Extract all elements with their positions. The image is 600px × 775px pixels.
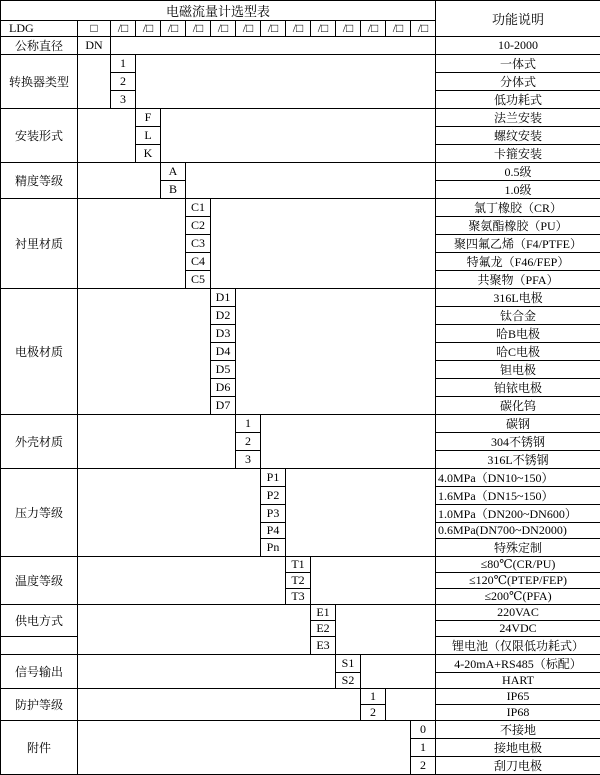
category-label: 外壳材质 bbox=[1, 415, 78, 469]
spacer-cell bbox=[286, 469, 436, 557]
spacer-cell bbox=[211, 199, 436, 289]
desc-cell: 聚氨酯橡胶（PU） bbox=[436, 217, 600, 235]
code-cell: D6 bbox=[211, 379, 236, 397]
model-prefix: LDG bbox=[1, 21, 78, 37]
code-cell: D1 bbox=[211, 289, 236, 307]
code-cell: S2 bbox=[336, 673, 361, 689]
code-cell: D3 bbox=[211, 325, 236, 343]
model-slot: /□ bbox=[136, 21, 161, 37]
code-cell: P3 bbox=[261, 505, 286, 523]
desc-cell: 铂铱电极 bbox=[436, 379, 600, 397]
code-cell: E1 bbox=[311, 605, 336, 621]
desc-cell: 锂电池（仅限低功耗式） bbox=[436, 637, 600, 655]
desc-cell: 聚四氟乙烯（F4/PTFE） bbox=[436, 235, 600, 253]
code-cell: Pn bbox=[261, 539, 286, 557]
code-cell: 2 bbox=[361, 705, 386, 721]
category-label: 精度等级 bbox=[1, 163, 78, 199]
spacer-cell bbox=[336, 605, 436, 655]
model-box: □ bbox=[78, 21, 111, 37]
desc-cell: ≤120℃(PTEP/FEP) bbox=[436, 573, 600, 589]
code-cell: C3 bbox=[186, 235, 211, 253]
code-cell: T3 bbox=[286, 589, 311, 605]
code-cell: 1 bbox=[111, 55, 136, 73]
desc-cell: 刮刀电极 bbox=[436, 757, 600, 775]
model-slot: /□ bbox=[111, 21, 136, 37]
desc-cell: 1.0MPa（DN200~DN600） bbox=[436, 505, 600, 523]
desc-cell: 特殊定制 bbox=[436, 539, 600, 557]
code-cell: 1 bbox=[411, 739, 436, 757]
desc-cell: 分体式 bbox=[436, 73, 600, 91]
model-slot: /□ bbox=[261, 21, 286, 37]
model-slot: /□ bbox=[211, 21, 236, 37]
desc-cell: 共聚物（PFA） bbox=[436, 271, 600, 289]
desc-cell: 10-2000 bbox=[436, 37, 600, 55]
spacer-cell bbox=[161, 109, 436, 163]
desc-cell: 不接地 bbox=[436, 721, 600, 739]
spacer-cell bbox=[78, 163, 161, 199]
code-cell: 2 bbox=[236, 433, 261, 451]
spacer-cell bbox=[78, 655, 336, 689]
desc-cell: 钽电极 bbox=[436, 361, 600, 379]
desc-cell: 一体式 bbox=[436, 55, 600, 73]
spacer-cell bbox=[111, 37, 436, 55]
desc-cell: ≤80℃(CR/PU) bbox=[436, 557, 600, 573]
desc-cell: 304不锈钢 bbox=[436, 433, 600, 451]
desc-cell: 卡箍安装 bbox=[436, 145, 600, 163]
desc-cell: HART bbox=[436, 673, 600, 689]
code-cell: A bbox=[161, 163, 186, 181]
category-label: 转换器类型 bbox=[1, 55, 78, 109]
desc-cell: 1.0级 bbox=[436, 181, 600, 199]
code-cell: L bbox=[136, 127, 161, 145]
category-label: 信号输出 bbox=[1, 655, 78, 689]
desc-cell: 0.5级 bbox=[436, 163, 600, 181]
code-cell: E3 bbox=[311, 637, 336, 655]
desc-cell: 碳化钨 bbox=[436, 397, 600, 415]
desc-cell: ≤200℃(PFA) bbox=[436, 589, 600, 605]
code-cell: C5 bbox=[186, 271, 211, 289]
model-slot: /□ bbox=[386, 21, 411, 37]
category-label: 防护等级 bbox=[1, 689, 78, 721]
desc-cell: 低功耗式 bbox=[436, 91, 600, 109]
category-label-spacer bbox=[1, 637, 78, 655]
code-cell: 2 bbox=[111, 73, 136, 91]
category-label: 安装形式 bbox=[1, 109, 78, 163]
desc-cell: 4-20mA+RS485（标配） bbox=[436, 655, 600, 673]
code-cell: 1 bbox=[236, 415, 261, 433]
desc-cell: 哈C电极 bbox=[436, 343, 600, 361]
spacer-cell bbox=[78, 199, 186, 289]
code-cell: P1 bbox=[261, 469, 286, 487]
category-label: 电极材质 bbox=[1, 289, 78, 415]
desc-cell: 4.0MPa（DN10~150） bbox=[436, 469, 600, 487]
spacer-cell bbox=[78, 605, 311, 655]
category-label: 衬里材质 bbox=[1, 199, 78, 289]
desc-cell: 特氟龙（F46/FEP） bbox=[436, 253, 600, 271]
spacer-cell bbox=[311, 557, 436, 605]
spacer-cell bbox=[78, 469, 261, 557]
model-slot: /□ bbox=[411, 21, 436, 37]
category-label: 温度等级 bbox=[1, 557, 78, 605]
spacer-cell bbox=[236, 289, 436, 415]
code-cell: C4 bbox=[186, 253, 211, 271]
desc-cell: 钛合金 bbox=[436, 307, 600, 325]
code-cell: K bbox=[136, 145, 161, 163]
model-slot: /□ bbox=[336, 21, 361, 37]
code-cell: F bbox=[136, 109, 161, 127]
spacer-cell bbox=[136, 55, 436, 109]
category-label: 供电方式 bbox=[1, 605, 78, 637]
desc-cell: IP65 bbox=[436, 689, 600, 705]
code-cell: B bbox=[161, 181, 186, 199]
desc-cell: 接地电极 bbox=[436, 739, 600, 757]
model-slot: /□ bbox=[161, 21, 186, 37]
code-cell: 1 bbox=[361, 689, 386, 705]
desc-cell: 氯丁橡胶（CR） bbox=[436, 199, 600, 217]
desc-cell: IP68 bbox=[436, 705, 600, 721]
code-cell: 3 bbox=[236, 451, 261, 469]
code-cell: C2 bbox=[186, 217, 211, 235]
code-cell: 0 bbox=[411, 721, 436, 739]
spacer-cell bbox=[78, 55, 111, 109]
code-cell: D5 bbox=[211, 361, 236, 379]
desc-cell: 316L电极 bbox=[436, 289, 600, 307]
table-title: 电磁流量计选型表 bbox=[1, 1, 436, 21]
model-slot: /□ bbox=[311, 21, 336, 37]
model-slot: /□ bbox=[286, 21, 311, 37]
desc-cell: 碳钢 bbox=[436, 415, 600, 433]
code-cell: P4 bbox=[261, 523, 286, 539]
desc-cell: 220VAC bbox=[436, 605, 600, 621]
desc-cell: 316L不锈钢 bbox=[436, 451, 600, 469]
desc-cell: 1.6MPa（DN15~150） bbox=[436, 487, 600, 505]
code-cell: P2 bbox=[261, 487, 286, 505]
spacer-cell bbox=[78, 109, 136, 163]
spacer-cell bbox=[78, 557, 286, 605]
desc-cell: 法兰安装 bbox=[436, 109, 600, 127]
desc-cell: 哈B电极 bbox=[436, 325, 600, 343]
category-label: 公称直径 bbox=[1, 37, 78, 55]
desc-cell: 0.6MPa(DN700~DN2000) bbox=[436, 523, 600, 539]
spacer-cell bbox=[78, 289, 211, 415]
desc-cell: 24VDC bbox=[436, 621, 600, 637]
code-cell: T1 bbox=[286, 557, 311, 573]
code-cell: C1 bbox=[186, 199, 211, 217]
spacer-cell bbox=[78, 721, 411, 775]
model-slot: /□ bbox=[186, 21, 211, 37]
code-cell: 2 bbox=[411, 757, 436, 775]
code-cell: DN bbox=[78, 37, 111, 55]
code-cell: D4 bbox=[211, 343, 236, 361]
code-cell: D2 bbox=[211, 307, 236, 325]
model-slot: /□ bbox=[236, 21, 261, 37]
spacer-cell bbox=[78, 415, 236, 469]
code-cell: S1 bbox=[336, 655, 361, 673]
spacer-cell bbox=[186, 163, 436, 199]
code-cell: D7 bbox=[211, 397, 236, 415]
category-label: 压力等级 bbox=[1, 469, 78, 557]
selection-table-body bbox=[1, 1, 600, 775]
code-cell: E2 bbox=[311, 621, 336, 637]
spacer-cell bbox=[361, 655, 436, 689]
category-label: 附件 bbox=[1, 721, 78, 775]
code-cell: T2 bbox=[286, 573, 311, 589]
function-description-header: 功能说明 bbox=[436, 1, 600, 37]
code-cell: 3 bbox=[111, 91, 136, 109]
spacer-cell bbox=[261, 415, 436, 469]
desc-cell: 螺纹安装 bbox=[436, 127, 600, 145]
model-slot: /□ bbox=[361, 21, 386, 37]
